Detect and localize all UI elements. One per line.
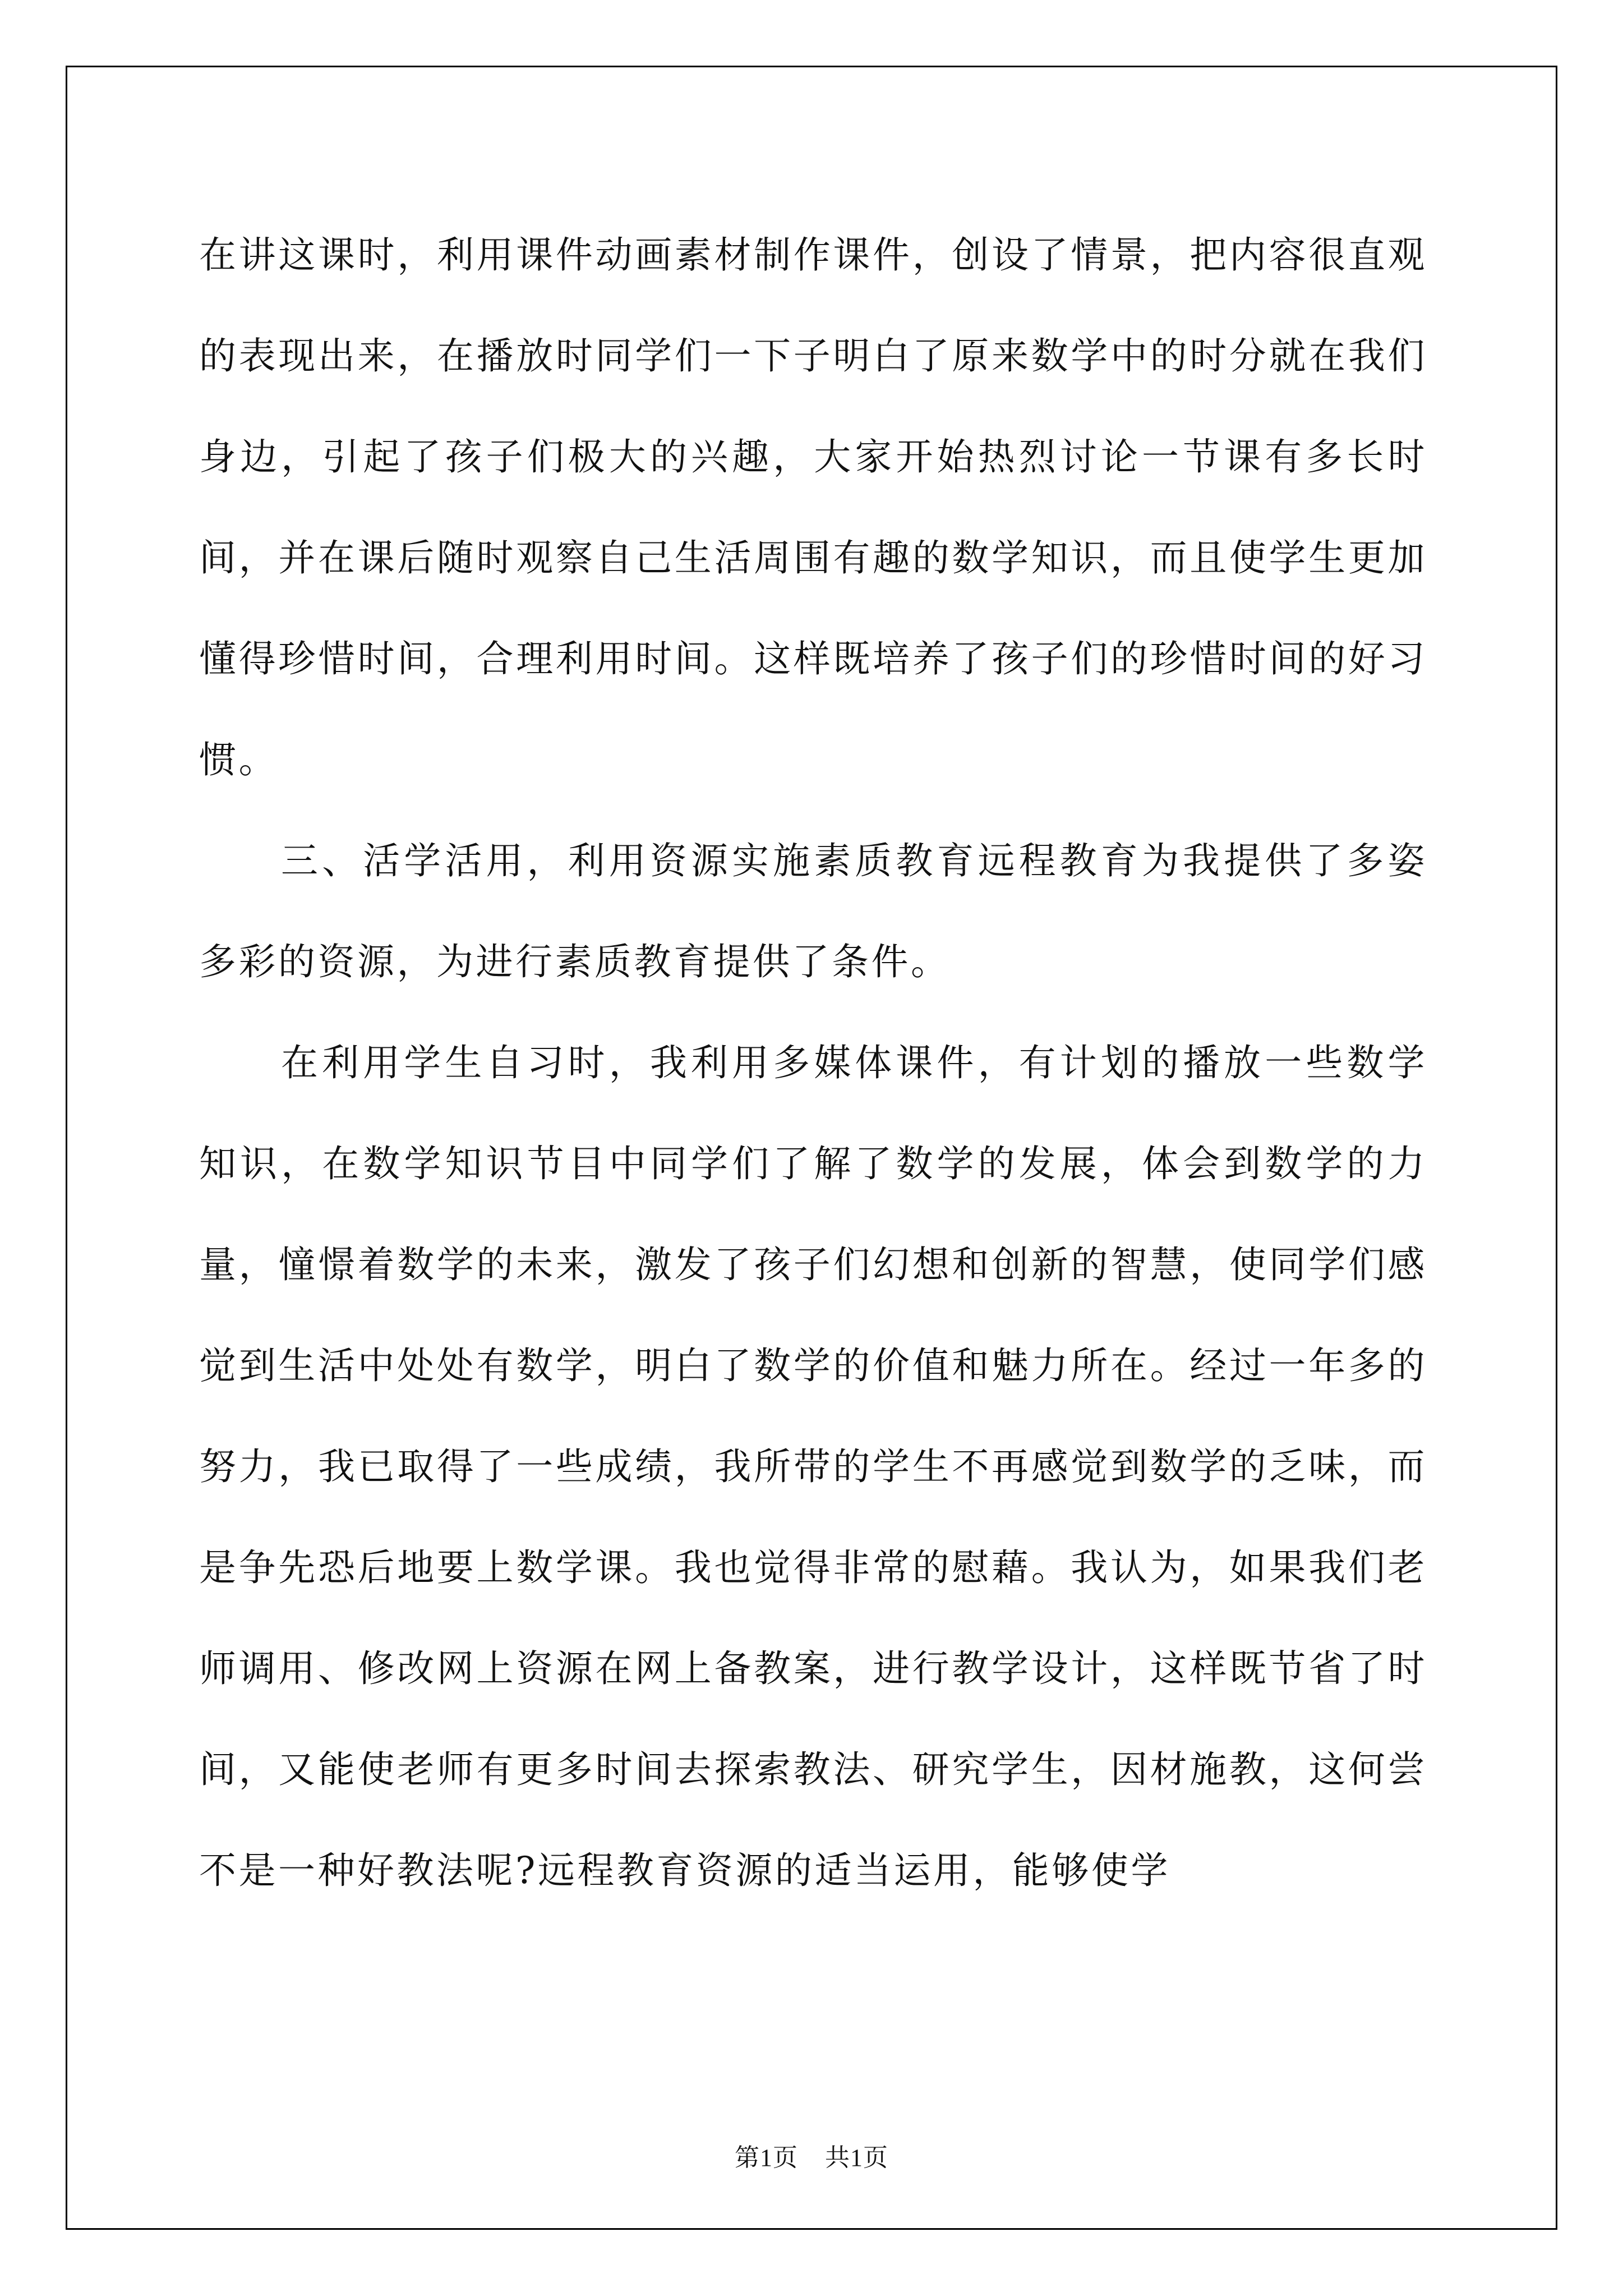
paragraph-1: 在讲这课时，利用课件动画素材制作课件，创设了情景，把内容很直观的表现出来，在播放时同学们一下子明白了原来数学中的时分就在我们身边，引起了孩子们极大的兴趣，大家开始热烈讨论一节课有多长时间，并在课后随时观察自己生活周围有趣的数学知识，而且使学生更加懂得珍惜时间，合理利用时间。这样既培养了孩子们的珍惜时间的好习惯。	[199, 233, 1427, 781]
paragraph-3: 在利用学生自习时，我利用多媒体课件，有计划的播放一些数学知识，在数学知识节目中同学们了解了数学的发展，体会到数学的力量，憧憬着数学的未来，激发了孩子们幻想和创新的智慧，使同学们感觉到生活中处处有数学，明白了数学的价值和魅力所在。经过一年多的努力，我已取得了一些成绩，我所带的学生不再感觉到数学的乏味，而是争先恐后地要上数学课。我也觉得非常的慰藉。我认为，如果我们老师调用、修改网上资源在网上备教案，进行教学设计，这样既节省了时间，又能使老师有更多时间去探索教法、研究学生，因材施教，这何尝不是一种好教法呢?远程教育资源的适当运用，能够使学	[199, 1041, 1427, 1892]
document-body	[199, 205, 1427, 1921]
page-footer	[0, 2137, 1623, 2173]
page-total: 共1页	[825, 2144, 888, 2171]
paragraph-2: 三、活学活用，利用资源实施素质教育远程教育为我提供了多姿多彩的资源，为进行素质教育提供了条件。	[199, 839, 1427, 983]
page-number: 第1页	[735, 2144, 798, 2171]
